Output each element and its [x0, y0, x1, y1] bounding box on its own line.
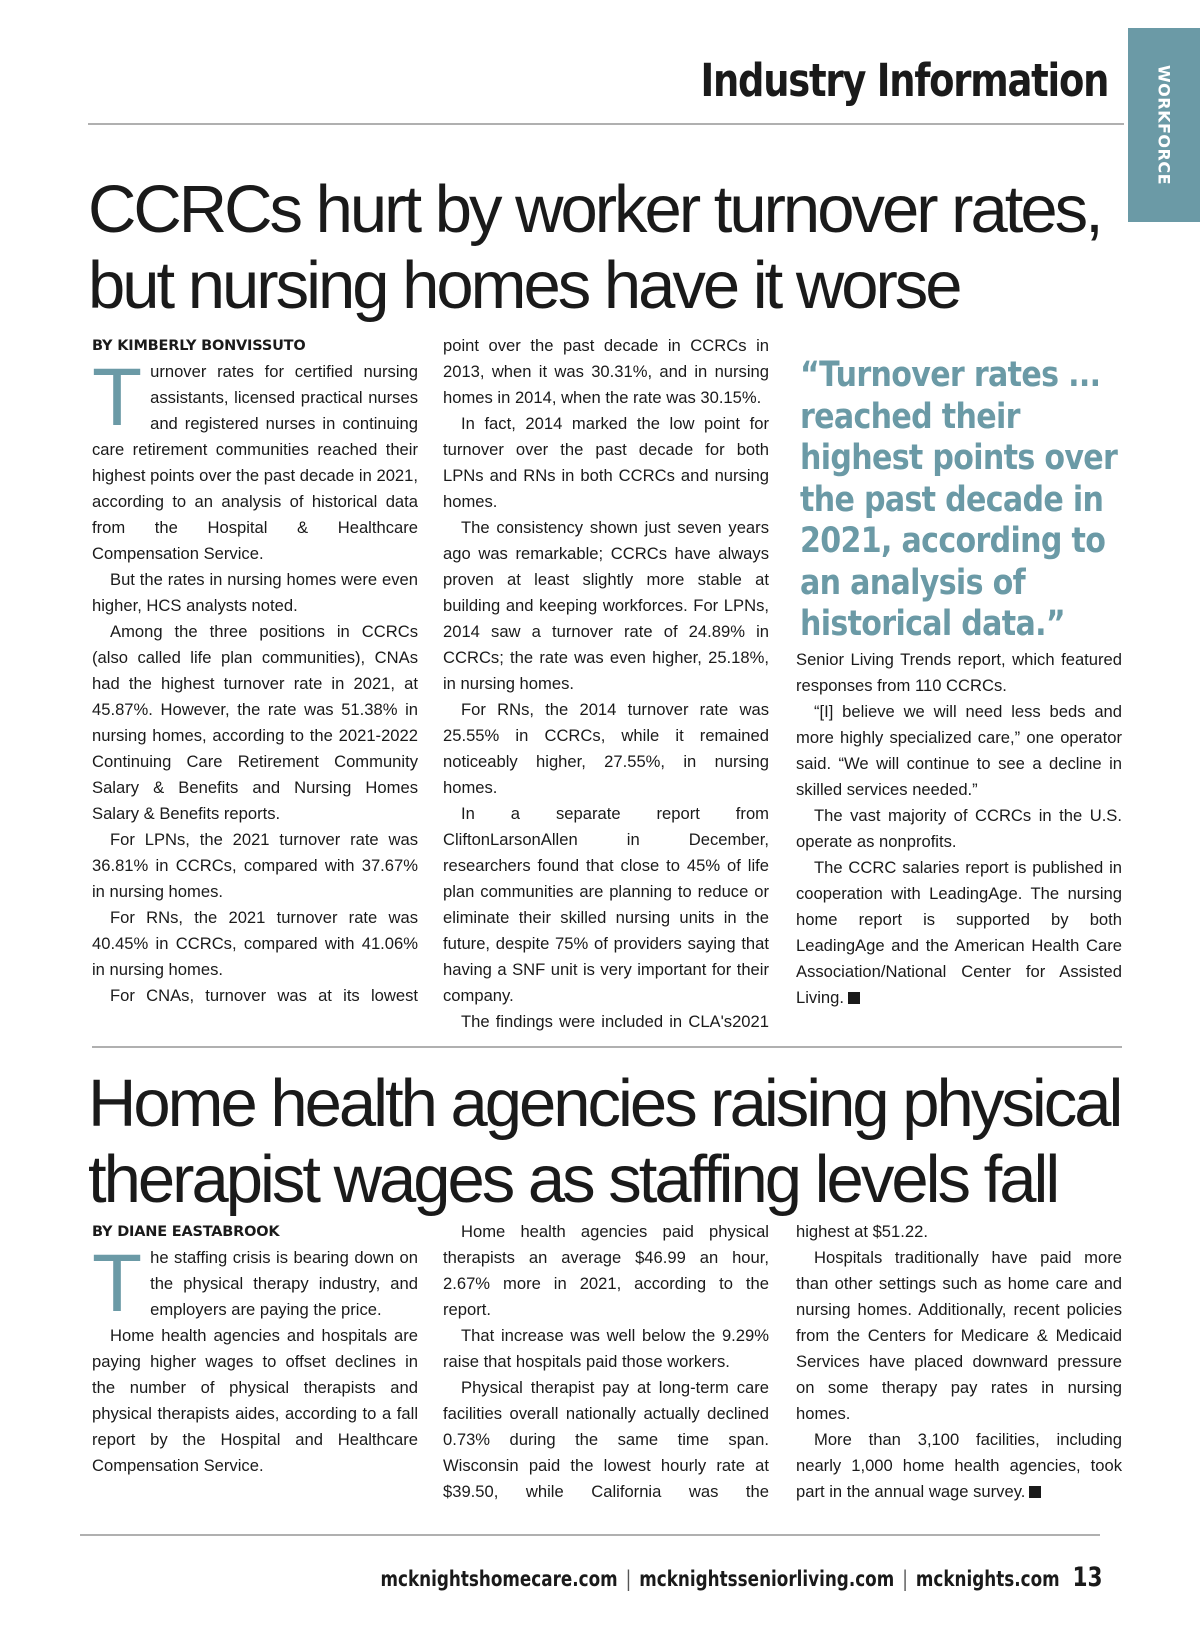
header-divider: [88, 123, 1124, 125]
footer-divider: [80, 1534, 1100, 1536]
article2-paragraph: More than 3,100 facilities, including nearly 1,000 home health agencies, took part in the annual wage survey.: [796, 1430, 1122, 1501]
article1-byline: BY KIMBERLY BONVISSUTO: [92, 338, 306, 354]
footer-site-link[interactable]: mcknights.com: [915, 1567, 1060, 1591]
article2-column-2: [443, 1219, 769, 1505]
article1-paragraph: The vast majority of CCRCs in the U.S. operate as nonprofits.: [796, 806, 1122, 851]
end-of-article-mark: [1029, 1486, 1041, 1498]
article2-paragraph: The staffing crisis is bearing down on the physical therapy industry, and employers are paying the price.: [92, 1238, 418, 1329]
article1-paragraph: In fact, 2014 marked the low point for turnover over the past decade for both LPNs and RNs in both CCRCs and nursing homes.: [443, 414, 769, 511]
article2-paragraph: Home health agencies paid physical therapists an average $46.99 an hour, 2.67% more in 2021, according to the report.: [443, 1222, 769, 1319]
pull-quote: “Turnover rates ... reached their highest points over the past decade in 2021, according to an analysis of historical data.”: [800, 355, 1118, 644]
page-footer: [380, 1562, 1102, 1593]
article1-paragraph: For RNs, the 2014 turnover rate was 25.55% in CCRCs, while it remained noticeably higher, 27.55%, in nursing homes.: [443, 700, 769, 797]
article1-column-3: [796, 647, 1122, 1011]
article1-headline: CCRCs hurt by worker turnover rates, but nursing homes have it worse: [88, 172, 1101, 323]
article2-dropcap: T: [92, 1238, 143, 1329]
article1-paragraph: Senior Living Trends report, which featured responses from 110 CCRCs.: [796, 650, 1122, 695]
end-of-article-mark: [848, 992, 860, 1004]
footer-site-link[interactable]: mcknightshomecare.com: [380, 1567, 618, 1591]
article1-paragraph: Turnover rates for certified nursing assistants, licensed practical nurses and registered nurses in continuing care retirement communities reached their highest points over the past decade in 2021, according to an analysis of historical data from the Hospital & Healthcare Compensation Service.: [92, 352, 418, 563]
article1-dropcap: T: [92, 352, 143, 443]
article1-paragraph: For RNs, the 2021 turnover rate was 40.45% in CCRCs, compared with 41.06% in nursing homes.: [92, 908, 418, 979]
article2-headline: Home health agencies raising physical therapist wages as staffing levels fall: [88, 1066, 1121, 1217]
footer-separator: |: [625, 1567, 631, 1591]
article1-paragraph: “[I] believe we will need less beds and more highly specialized care,” one operator said. “We will continue to see a decline in skilled services needed.”: [796, 702, 1122, 799]
article1-paragraph: The findings were included in CLA's2021: [461, 1012, 769, 1031]
article2-paragraph: Hospitals traditionally have paid more than other settings such as home care and nursing homes. Additionally, recent policies from the Centers for Medicare & Medicaid Services have placed downward pressure on some therapy pay rates in nursing homes.: [796, 1248, 1122, 1423]
article1-paragraph: point over the past decade in CCRCs in 2013, when it was 30.31%, and in nursing homes in 2014, when the rate was 30.15%.: [443, 336, 769, 407]
footer-separator: |: [901, 1567, 908, 1591]
article-divider: [92, 1046, 1122, 1048]
article2-paragraph: highest at $51.22.: [796, 1222, 928, 1241]
article2-byline: BY DIANE EASTABROOK: [92, 1224, 280, 1240]
article1-paragraph: The consistency shown just seven years ago was remarkable; CCRCs have always proven at least slightly more stable at building and keeping workforces. For LPNs, 2014 saw a turnover rate of 24.89% in CCRCs; the rate was even higher, 25.18%, in nursing homes.: [443, 518, 769, 693]
article1-column-1: [92, 333, 418, 1009]
article1-column-2: [443, 333, 769, 1035]
footer-site-link[interactable]: mcknightsseniorliving.com: [638, 1567, 894, 1591]
side-tab-label: WORKFORCE: [1154, 65, 1174, 185]
page-number: 13: [1071, 1562, 1102, 1593]
article2-column-1: [92, 1219, 418, 1479]
article2-column-3: [796, 1219, 1122, 1505]
article2-paragraph: Physical therapist pay at long-term care facilities overall nationally actually declined 0.73% during the same time span. Wisconsin paid the lowest hourly rate at $39.50, while California was the: [443, 1378, 769, 1501]
section-title: Industry Information: [700, 54, 1108, 107]
article2-paragraph: That increase was well below the 9.29% raise that hospitals paid those workers.: [443, 1326, 769, 1371]
article1-paragraph: Among the three positions in CCRCs (also called life plan communities), CNAs had the highest turnover rate in 2021, at 45.87%. However, the rate was 51.38% in nursing homes, according to the 2021-2022 Continuing Care Retirement Community Salary & Benefits and Nursing Homes Salary & Benefits reports.: [92, 622, 418, 823]
article2-paragraph: Home health agencies and hospitals are paying higher wages to offset declines in the number of physical therapists and physical therapists aides, according to a fall report by the Hospital and Healthcare Compensation Service.: [92, 1326, 418, 1475]
article1-paragraph: In a separate report from CliftonLarsonAllen in December, researchers found that close to 45% of life plan communities are planning to reduce or eliminate their skilled nursing units in the future, despite 75% of providers saying that having a SNF unit is very important for their company.: [443, 804, 769, 1005]
article1-paragraph: But the rates in nursing homes were even higher, HCS analysts noted.: [92, 570, 418, 615]
article1-paragraph: For LPNs, the 2021 turnover rate was 36.81% in CCRCs, compared with 37.67% in nursing homes.: [92, 830, 418, 901]
article1-paragraph: For CNAs, turnover was at its lowest: [110, 986, 418, 1005]
article1-paragraph: The CCRC salaries report is published in cooperation with LeadingAge. The nursing home report is supported by both LeadingAge and the American Health Care Association/National Center for Assisted Living.: [796, 858, 1122, 1007]
